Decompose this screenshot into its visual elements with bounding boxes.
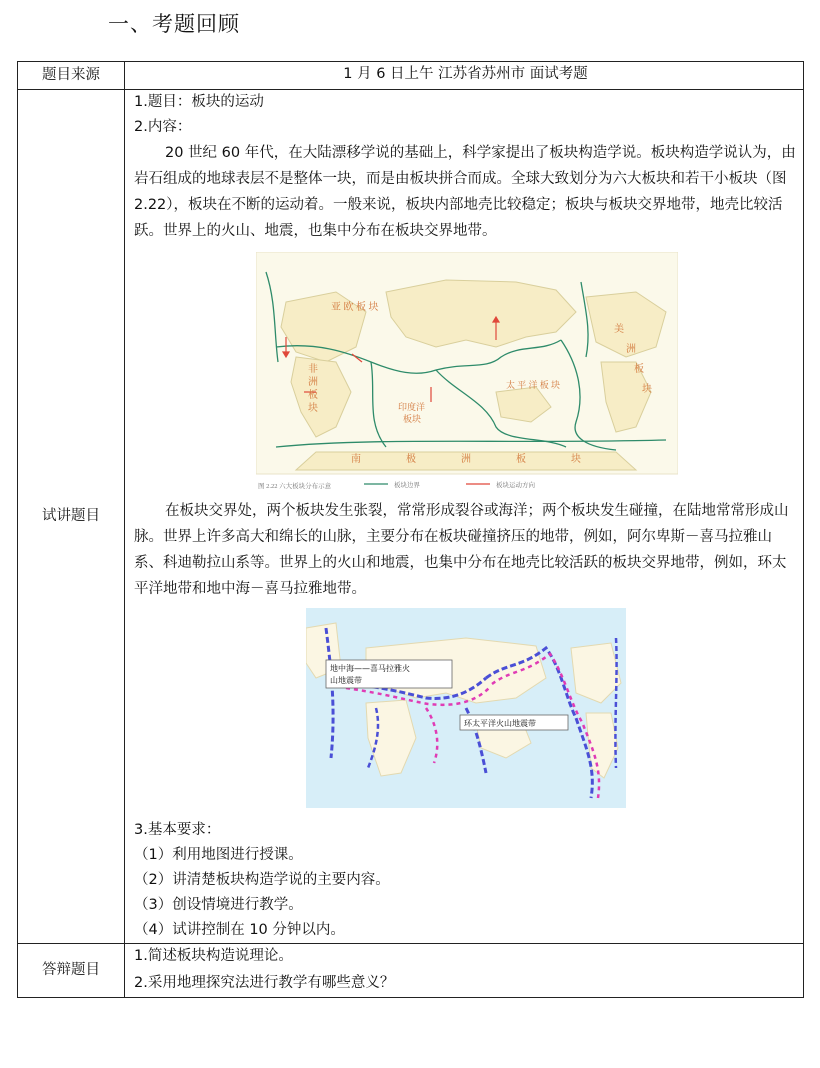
label-africa-3: 板 (308, 390, 318, 401)
quake-map-figure (306, 608, 797, 808)
source-value: 1 月 6 日上午 江苏省苏州市 面试考题 (125, 62, 804, 90)
defense-question-2: 2.采用地理探究法进行教学有哪些意义？ (134, 975, 395, 991)
legend-boundary: 板块边界 (394, 482, 420, 489)
label-africa-1: 非 (308, 364, 318, 375)
pacific-belt-label: 环太平洋火山地震带 (464, 719, 536, 728)
trial-row (18, 90, 804, 944)
label-antarctic-1: 南 (351, 454, 361, 465)
quake-map (306, 608, 626, 808)
label-pacific: 太 平 洋 板 块 (506, 380, 561, 390)
label-africa-2: 洲 (308, 377, 318, 388)
content-label: 2.内容： (134, 119, 192, 135)
label-america-1: 美 (614, 324, 624, 335)
paragraph-1: 20 世纪 60 年代，在大陆漂移学说的基础上，科学家提出了板块构造学说。板块构造学说认为，由岩石组成的地球表层不是整体一块，而是由板块拼合而成。全球大致划分为六大板块和若干小板块（图 2.22），板块在不断的运动着。一般来说，板块内部地壳比较稳定；板块与板块交界地带，地壳比较活跃。世界上的火山、地震，也集中分布在板块交界地带。 (134, 145, 796, 239)
label-antarctic-4: 板 (516, 454, 526, 465)
source-row (18, 62, 804, 90)
label-antarctic-2: 极 (406, 454, 416, 465)
legend-motion: 板块运动方向 (496, 482, 535, 489)
label-america-2: 洲 (626, 344, 636, 355)
med-belt-label-1: 地中海——喜马拉雅火 (330, 664, 410, 673)
exam-table (17, 61, 804, 998)
req-item: （4）试讲控制在 10 分钟以内。 (134, 922, 345, 938)
label-eurasia: 亚 欧 板 块 (331, 302, 379, 313)
defense-question-1: 1.简述板块构造说理论。 (134, 948, 293, 964)
req-title: 3.基本要求： (134, 822, 221, 838)
trial-content (125, 90, 804, 944)
req-item: （2）讲清楚板块构造学说的主要内容。 (134, 872, 390, 888)
label-africa-4: 块 (308, 403, 318, 414)
plate-map-figure (256, 252, 797, 494)
paragraph-2: 在板块交界处，两个板块发生张裂，常常形成裂谷或海洋；两个板块发生碰撞，在陆地常常形成山脉。世界上许多高大和绵长的山脉，主要分布在板块碰撞挤压的地带，例如，阿尔卑斯－喜马拉雅山系、科迪勒拉山系等。世界上的火山和地震，也集中分布在地壳比较活跃的板块交界地带，例如，环太平洋地带和地中海－喜马拉雅地带。 (134, 503, 789, 597)
req-item: （1）利用地图进行授课。 (134, 847, 303, 863)
label-indian-1: 印度洋 (398, 402, 426, 412)
trial-label: 试讲题目 (18, 90, 125, 944)
label-antarctic-3: 洲 (461, 454, 471, 465)
defense-content (125, 944, 804, 998)
trial-topic: 1.题目：板块的运动 (134, 94, 264, 110)
source-label: 题目来源 (18, 62, 125, 90)
requirements (134, 818, 797, 943)
med-belt-label-2: 山地震带 (330, 676, 362, 685)
plate-map (256, 252, 678, 494)
defense-row (18, 944, 804, 998)
label-america-3: 板 (634, 364, 644, 375)
label-america-4: 块 (642, 384, 652, 395)
defense-label: 答辩题目 (18, 944, 125, 998)
label-antarctic-5: 块 (571, 454, 581, 465)
req-item: （3）创设情境进行教学。 (134, 897, 303, 913)
map1-caption: 图 2.22 六大板块分布示意 (258, 483, 332, 490)
label-indian-2: 板块 (403, 414, 422, 424)
section-heading: 一、考题回顾 (108, 12, 240, 36)
